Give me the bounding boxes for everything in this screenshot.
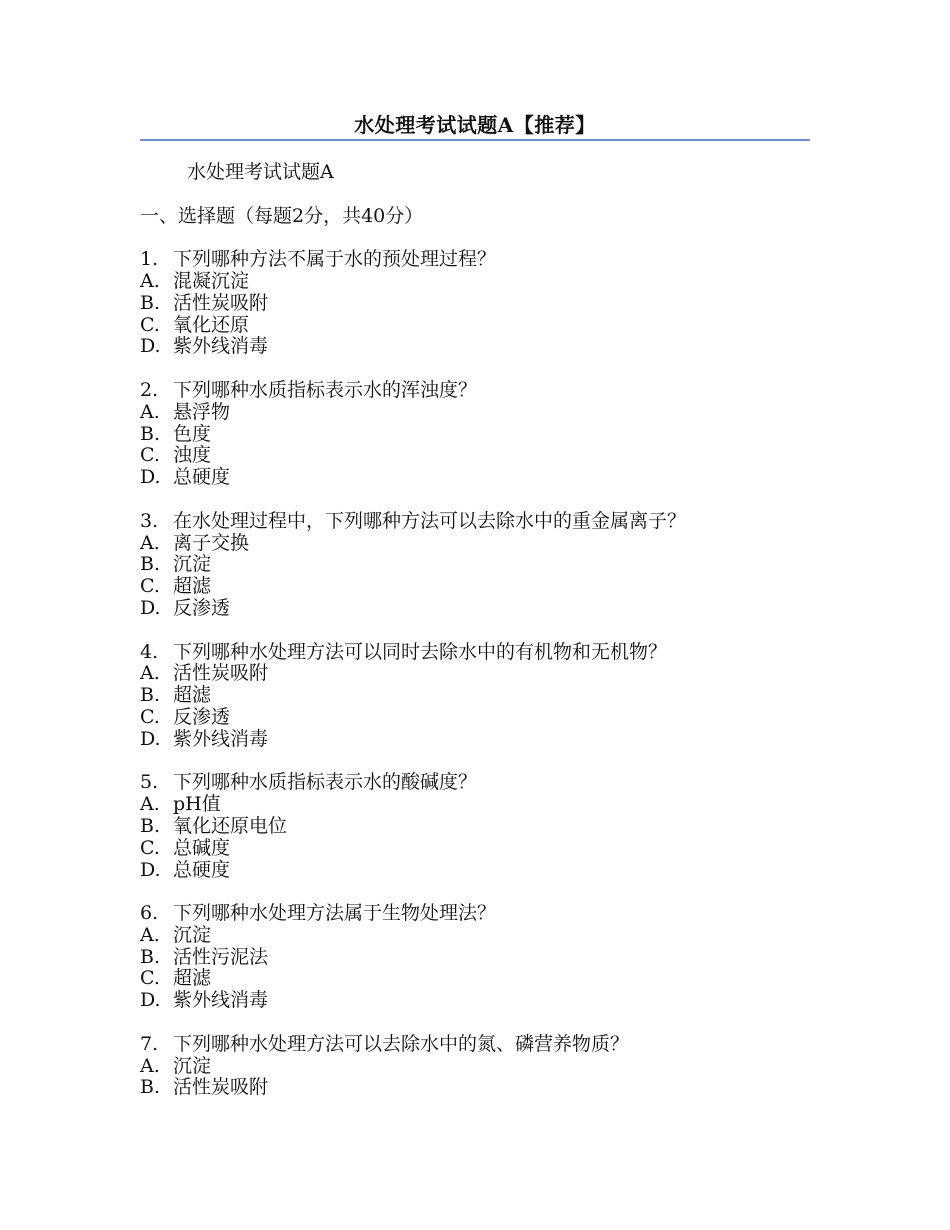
question-text: 下列哪种方法不属于水的预处理过程？	[173, 248, 497, 271]
answer-option	[140, 598, 810, 620]
option-letter: B.	[140, 1076, 161, 1099]
question-item	[140, 772, 810, 881]
question-stem	[140, 511, 810, 533]
question-item	[140, 249, 810, 358]
question-text: 下列哪种水质指标表示水的浑浊度？	[173, 378, 478, 401]
answer-option	[140, 554, 810, 576]
answer-option	[140, 947, 810, 969]
question-stem	[140, 903, 810, 925]
answer-option	[140, 707, 810, 729]
answer-option	[140, 293, 810, 315]
answer-option	[140, 925, 810, 947]
option-letter: B.	[140, 684, 161, 707]
question-text: 在水处理过程中，下列哪种方法可以去除水中的重金属离子？	[173, 509, 687, 532]
answer-option	[140, 838, 810, 860]
option-letter: D.	[140, 335, 161, 358]
answer-option	[140, 402, 810, 424]
option-letter: C.	[140, 705, 160, 728]
question-stem	[140, 380, 810, 402]
option-text: 氧化还原电位	[173, 814, 288, 837]
option-letter: A.	[140, 531, 160, 554]
title-underline-divider	[140, 139, 810, 141]
question-number: 1.	[140, 248, 159, 271]
answer-option	[140, 816, 810, 838]
answer-option	[140, 794, 810, 816]
answer-option	[140, 968, 810, 990]
question-item	[140, 380, 810, 489]
option-letter: D.	[140, 989, 161, 1012]
question-text: 下列哪种水处理方法属于生物处理法？	[173, 902, 497, 925]
answer-option	[140, 990, 810, 1012]
option-letter: D.	[140, 596, 161, 619]
document-title: 水处理考试试题A【推荐】	[354, 113, 596, 137]
option-letter: B.	[140, 422, 161, 445]
question-number: 7.	[140, 1032, 159, 1055]
option-text: 反渗透	[173, 705, 231, 728]
option-text: 总硬度	[173, 858, 231, 881]
option-letter: B.	[140, 814, 161, 837]
option-text: 活性炭吸附	[173, 662, 269, 685]
option-text: 活性炭吸附	[173, 291, 269, 314]
option-text: 沉淀	[173, 1054, 212, 1077]
option-text: 总碱度	[173, 836, 231, 859]
option-letter: C.	[140, 967, 160, 990]
option-letter: B.	[140, 291, 161, 314]
option-letter: A.	[140, 793, 160, 816]
option-text: 沉淀	[173, 923, 212, 946]
question-number: 2.	[140, 378, 159, 401]
question-item	[140, 1034, 810, 1099]
option-letter: D.	[140, 858, 161, 881]
answer-option	[140, 1056, 810, 1078]
option-text: 氧化还原	[173, 313, 250, 336]
option-text: 离子交换	[173, 531, 250, 554]
answer-option	[140, 663, 810, 685]
question-stem	[140, 772, 810, 794]
exam-subtitle: 水处理考试试题A	[187, 161, 334, 183]
question-text: 下列哪种水质指标表示水的酸碱度？	[173, 771, 478, 794]
question-number: 5.	[140, 771, 159, 794]
option-letter: A.	[140, 1054, 160, 1077]
option-text: 混凝沉淀	[173, 269, 250, 292]
option-letter: B.	[140, 945, 161, 968]
option-letter: A.	[140, 269, 160, 292]
answer-option	[140, 445, 810, 467]
answer-option	[140, 315, 810, 337]
option-text: 反渗透	[173, 596, 231, 619]
option-letter: A.	[140, 400, 160, 423]
option-letter: C.	[140, 313, 160, 336]
question-stem	[140, 249, 810, 271]
answer-option	[140, 860, 810, 882]
option-text: 超滤	[173, 684, 212, 707]
option-text: 超滤	[173, 575, 212, 598]
question-number: 3.	[140, 509, 159, 532]
option-letter: C.	[140, 575, 160, 598]
option-text: 悬浮物	[173, 400, 231, 423]
answer-option	[140, 1077, 810, 1099]
answer-option	[140, 467, 810, 489]
option-text: 色度	[173, 422, 212, 445]
question-number: 6.	[140, 902, 159, 925]
question-number: 4.	[140, 640, 159, 663]
option-letter: C.	[140, 836, 160, 859]
question-stem	[140, 642, 810, 664]
answer-option	[140, 336, 810, 358]
option-text: 紫外线消毒	[173, 727, 269, 750]
option-letter: C.	[140, 444, 160, 467]
question-item	[140, 511, 810, 620]
option-text: 紫外线消毒	[173, 335, 269, 358]
section-heading: 一、选择题（每题2分，共40分）	[140, 204, 424, 227]
question-stem	[140, 1034, 810, 1056]
option-text: 超滤	[173, 967, 212, 990]
option-text: 活性炭吸附	[173, 1076, 269, 1099]
question-text: 下列哪种水处理方法可以同时去除水中的有机物和无机物？	[173, 640, 668, 663]
option-text: 沉淀	[173, 553, 212, 576]
option-text: 活性污泥法	[173, 945, 269, 968]
answer-option	[140, 729, 810, 751]
question-text: 下列哪种水处理方法可以去除水中的氮、磷营养物质？	[173, 1032, 630, 1055]
answer-option	[140, 576, 810, 598]
answer-option	[140, 685, 810, 707]
option-letter: A.	[140, 662, 160, 685]
option-text: pH值	[173, 793, 221, 816]
document-body	[140, 162, 810, 1121]
question-item	[140, 642, 810, 751]
question-list	[140, 249, 810, 1099]
answer-option	[140, 271, 810, 293]
option-letter: D.	[140, 466, 161, 489]
option-letter: D.	[140, 727, 161, 750]
answer-option	[140, 533, 810, 555]
option-text: 紫外线消毒	[173, 989, 269, 1012]
option-text: 总硬度	[173, 466, 231, 489]
option-letter: A.	[140, 923, 160, 946]
question-item	[140, 903, 810, 1012]
option-letter: B.	[140, 553, 161, 576]
answer-option	[140, 424, 810, 446]
option-text: 浊度	[173, 444, 212, 467]
